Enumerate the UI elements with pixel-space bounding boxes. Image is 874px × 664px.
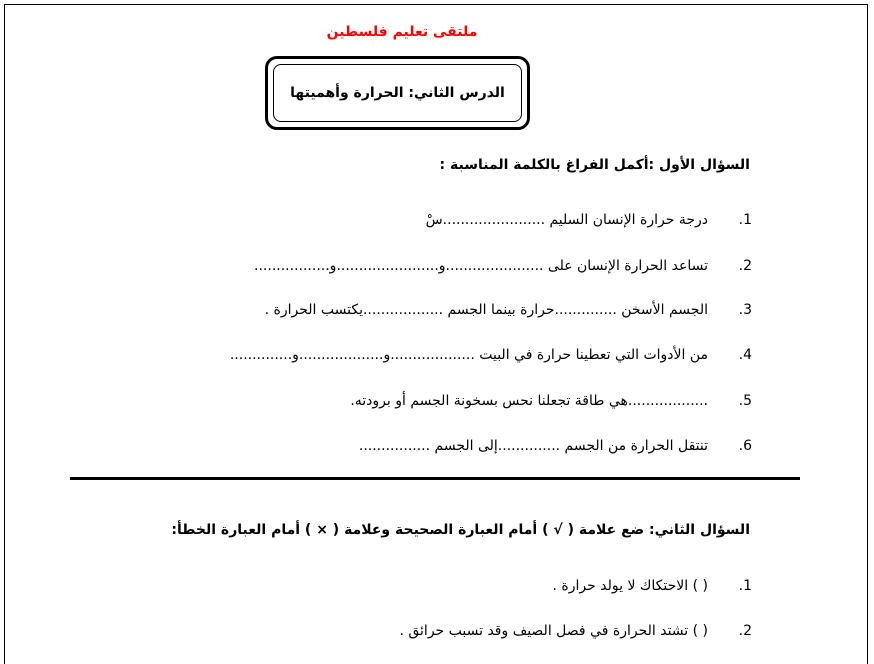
item-number: 2. <box>738 623 752 639</box>
question-1-heading: السؤال الأول :أكمل الفراغ بالكلمة المناسبة : <box>439 157 750 173</box>
item-number: 3. <box>738 302 752 318</box>
item-number: 2. <box>738 258 752 274</box>
item-text: درجة حرارة الإنسان السليم .......................سْ <box>425 212 708 228</box>
question-2-item <box>553 575 752 597</box>
item-number: 1. <box>738 578 752 594</box>
item-number: 5. <box>738 393 752 409</box>
question-1-item <box>254 255 752 277</box>
item-text: تنتقل الحرارة من الجسم ..............إلى الجسم ................ <box>358 438 708 454</box>
section-divider <box>70 477 800 480</box>
item-text: تساعد الحرارة الإنسان على ......................و.......................و................. <box>254 258 708 274</box>
lesson-title-box <box>265 56 530 130</box>
question-2-heading: السؤال الثاني: ضع علامة ( √ ) أمام العبارة الصحيحة وعلامة ( × ) أمام العبارة الخطأ: <box>171 522 750 538</box>
question-1-item <box>230 344 752 366</box>
lesson-title: الدرس الثاني: الحرارة وأهميتها <box>273 64 522 122</box>
item-text: ( ) الاحتكاك لا يولد حرارة . <box>552 578 708 594</box>
question-2-item <box>399 620 752 642</box>
question-1-item <box>359 435 752 457</box>
question-1-item <box>426 209 752 231</box>
question-1-item <box>350 390 752 412</box>
item-text: ..................هي طاقة تجعلنا نحس بسخونة الجسم أو برودته. <box>350 393 708 409</box>
item-number: 4. <box>738 347 752 363</box>
item-text: ( ) تشتد الحرارة في فصل الصيف وقد تسبب حرائق . <box>399 623 708 639</box>
item-number: 1. <box>738 212 752 228</box>
question-1-item <box>265 299 752 321</box>
site-title: ملتقى تعليم فلسطين <box>326 24 478 40</box>
item-number: 6. <box>738 438 752 454</box>
item-text: الجسم الأسخن ..............حرارة بينما الجسم ..................يكتسب الحرارة . <box>264 302 708 318</box>
item-text: من الأدوات التي تعطينا حرارة في البيت ...................و...................و.............. <box>229 347 708 363</box>
